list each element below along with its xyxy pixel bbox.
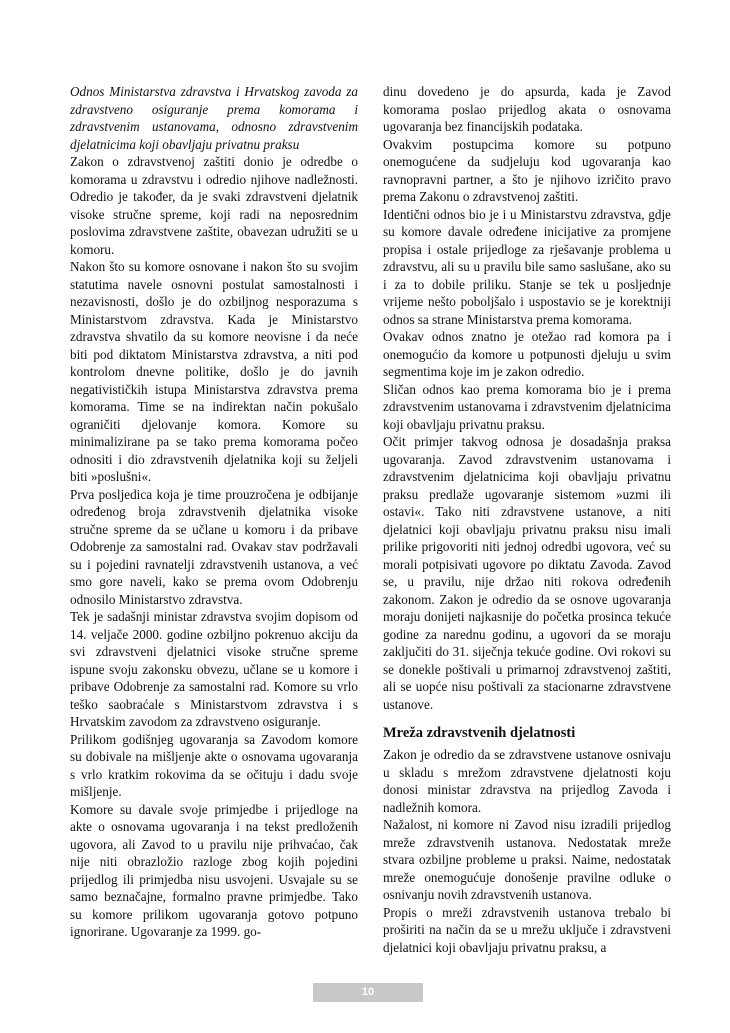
- body-paragraph: Nakon što su komore osnovane i nakon što su svojim statutima navele osnovni postulat samostalnosti i nezavisnosti, došlo je do ozbiljnog nesporazuma s Ministarstvom zdravstva. Kada je Ministarstvo zdravstva shvatilo da su komore neovisne i da neće biti pod diktatom Ministarstva zdravstva, a niti pod kontrolom dnevne politike, došlo je do javnih negativističkih istupa Ministarstva zdravstva prema komorama. Time se na indirektan način pokušalo ograničiti djelovanje komora. Komore su minimalizirane pa se tako prema komorama počeo odnositi i dio zdravstvenih djelatnika koji su željeli biti »poslušni«.: [70, 259, 358, 484]
- right-column: [383, 83, 671, 956]
- body-paragraph: Očit primjer takvog odnosa je dosadašnja praksa ugovaranja. Zavod zdravstvenim ustanovama i zdravstvenim djelatnicima koji obavljaju privatnu praksu predlaže ugovaranje sistemom »uzmi ili ostavi«. Tako niti zdravstvene ustanove, a niti djelatnici koji obavljaju privatnu praksu nisu imali prilike prigovoriti niti jednoj odredbi ugovora, već su morali potpisivati ugovore po diktatu Zavoda. Zavod se, u pravilu, nije držao niti rokova određenih zakonom. Zakon je odredio da se osnove ugovaranja moraju donijeti najkasnije do početka prosinca tekuće godine za narednu godinu, a ugovori da se moraju zaključiti do 31. siječnja tekuće godine. Ovi rokovi su se donekle poštivali u primarnoj zdravstvenoj zaštiti, ali se uopće nisu poštivali za stacionarne zdravstvene ustanove.: [383, 434, 671, 712]
- body-paragraph: Tek je sadašnji ministar zdravstva svojim dopisom od 14. veljače 2000. godine ozbiljno pokrenuo akciju da svi zdravstveni djelatnici visoke stručne spreme ispune svoju zakonsku obvezu, učlane se u komore i pribave Odobrenje za samostalni rad. Komore su vrlo teško saobraćale s Ministarstvom zdravstva i s Hrvatskim zavodom za zdravstveno osiguranje.: [70, 609, 358, 729]
- body-paragraph: Prva posljedica koja je time prouzročena je odbijanje određenog broja zdravstvenih djelatnika visoke stručne spreme da se učlane u komoru i da pribave Odobrenje za samostalni rad. Ovakav stav podržavali su i pojedini ravnatelji zdravstvenih ustanova, a već smo gore naveli, kako se prema ovom Odobrenju odnosilo Ministarstvo zdravstva.: [70, 486, 358, 607]
- intro-paragraph: Odnos Ministarstva zdravstva i Hrvatskog zavoda za zdravstveno osiguranje prema komorama i zdravstvenim ustanovama, odnosno zdravstvenim djelatnicima koji obavljaju privatnu praksu: [70, 84, 358, 152]
- body-paragraph: Sličan odnos kao prema komorama bio je i prema zdravstvenim ustanovama i zdravstvenim djelatnicima koji obavljaju privatnu praksu.: [383, 381, 671, 432]
- body-paragraph: Komore su davale svoje primjedbe i prijedloge na akte o osnovama ugovaranja i na tekst predloženih ugovora, ali Zavod to u pravilu nije prihvaćao, čak nije niti obrazložio razloge zbog kojih pojedini prijedlog ili primjedba nisu usvojeni. Usvajale su se samo beznačajne, formalno pravne primjedbe. Tako su komore prilikom ugovaranja gotovo potpuno ignorirane. Ugovaranje za 1999. go-: [70, 801, 358, 939]
- page-number: 10: [361, 986, 375, 998]
- body-paragraph: Nažalost, ni komore ni Zavod nisu izradili prijedlog mreže zdravstvenih ustanova. Nedostatak mreže stvara ozbiljne probleme u praksi. Naime, nedostatak mreže onemogućuje donošenje pravilne odluke o osnivanju novih zdravstvenih ustanova.: [383, 817, 671, 902]
- body-paragraph: Identični odnos bio je i u Ministarstvu zdravstva, gdje su komore davale određene inicijative za promjene propisa i ostale prijedloge za rješavanje problema u zdravstvu, ali su u pravilu bile samo saslušane, ako su i za to dobile priliku. Stanje se tek u posljednje vrijeme nešto poboljšalo i uspostavio se je korektniji odnos sa strane Ministarstva prema komorama.: [383, 206, 671, 327]
- body-paragraph: Zakon o zdravstvenoj zaštiti donio je odredbe o komorama u zdravstvu i odredio njihove nadležnosti. Odredio je također, da je svaki zdravstveni djelatnik visoke stručne spreme, koji radi na neposrednim poslovima zdravstvene zaštite, obavezan udružiti se u komoru.: [70, 154, 358, 257]
- section-heading: Mreža zdravstvenih djelatnosti: [383, 725, 576, 741]
- body-paragraph: Propis o mreži zdravstvenih ustanova trebalo bi proširiti na način da se u mrežu uključe i zdravstveni djelatnici koji obavljaju privatnu praksu, a: [383, 904, 671, 955]
- body-paragraph: Ovakvim postupcima komore su potpuno onemogućene da sudjeluju kod ugovaranja kao ravnopravni partner, a što je njihovo izričito pravo prema Zakonu o zdravstvenoj zaštiti.: [383, 136, 671, 204]
- body-paragraph: Prilikom godišnjeg ugovaranja sa Zavodom komore su dobivale na mišljenje akte o osnovama ugovaranja s vrlo kratkim rokovima da se očituju i dadu svoje mišljenje.: [70, 731, 358, 799]
- page-number-bar: [313, 983, 423, 1002]
- left-column: [70, 83, 358, 941]
- body-paragraph: Ovakav odnos znatno je otežao rad komora pa i onemogućio da komore u potpunosti djeluju u svim segmentima koje im je zakon odredio.: [383, 329, 671, 379]
- body-paragraph: dinu dovedeno je do apsurda, kada je Zavod komorama poslao prijedlog akata o osnovama ugovaranja bez financijskih podataka.: [383, 84, 671, 134]
- body-paragraph: Zakon je odredio da se zdravstvene ustanove osnivaju u skladu s mrežom zdravstvene djelatnosti koju donosi ministar zdravstva na prijedlog Zavoda i nadležnih komora.: [383, 747, 671, 815]
